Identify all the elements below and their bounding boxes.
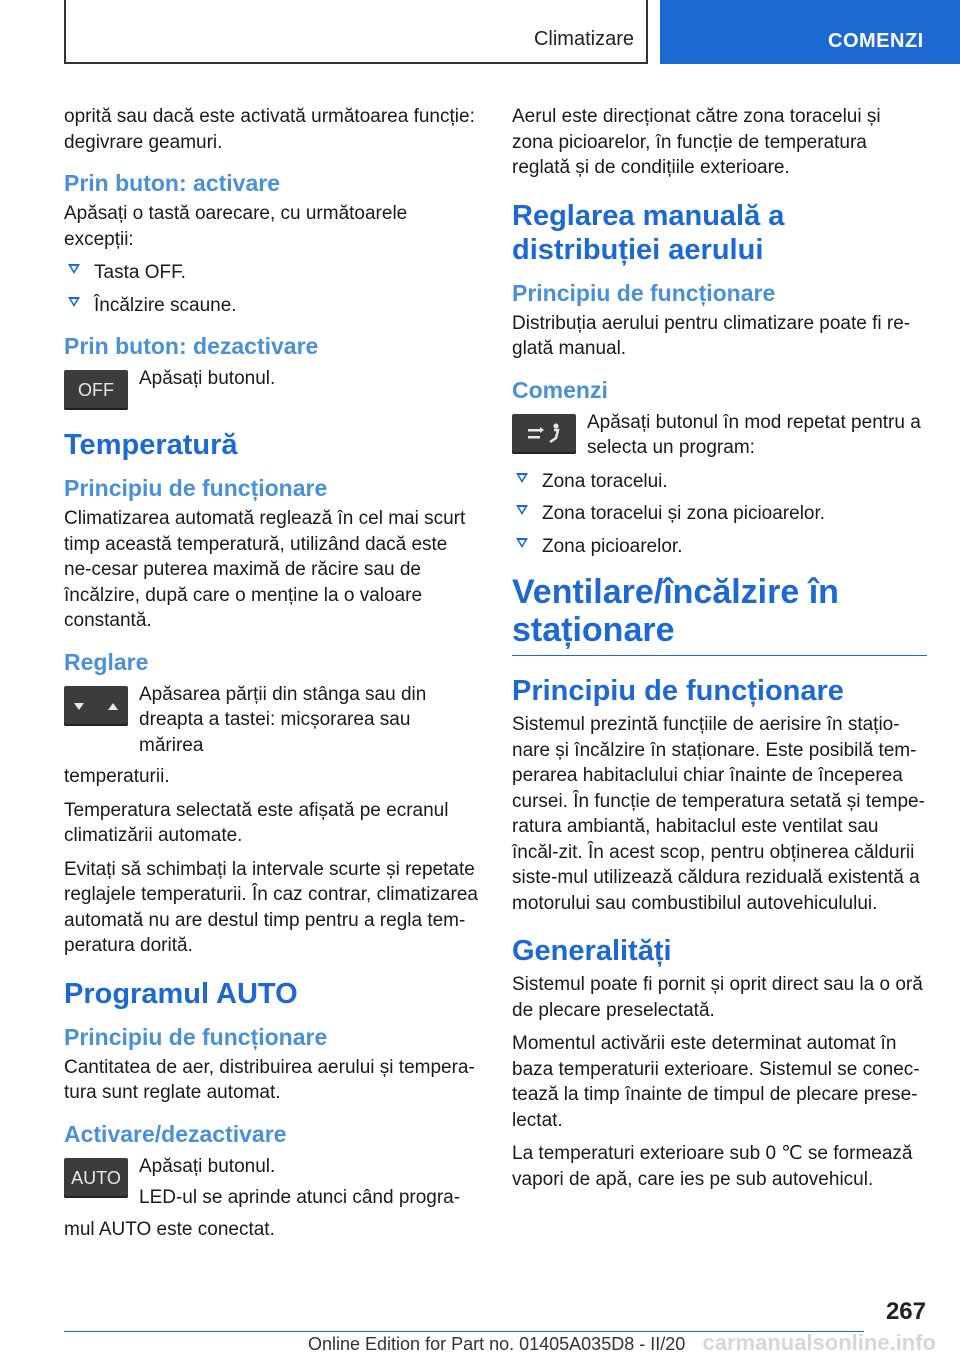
heading-principiu: Principiu de funcționare (64, 1023, 328, 1050)
temperature-button-row (64, 682, 479, 759)
triangle-bullet-icon (516, 473, 528, 483)
paragraph: Sistemul prezintă funcțiile de aerisire în stațio‐nare și încălzire în staționare. Este posibilă tem‐perarea habitaclului chiar înainte de începerea cursei. În funcție de temperatura setată și tempe‐ratura ambiantă, habitaclul este ventilat sau încăl‐zit. În acest scop, pentru obținerea căldurii siste‐mul utilizează căldura reziduală existentă a motorului sau combustibilul autovehiculului. (512, 714, 925, 914)
triangle-bullet-icon (516, 538, 528, 548)
paragraph: temperaturii. (64, 766, 170, 787)
chapter-tab-label: COMENZI (828, 30, 924, 52)
paragraph: Distribuția aerului pentru climatizare poate fi re‐glată manual. (512, 312, 911, 359)
heading-programul-auto: Programul AUTO (64, 977, 298, 1010)
page-number: 267 (885, 1298, 926, 1325)
paragraph: Momentul activării este determinat automat în baza temperaturii exterioare. Sistemul se conec‐tează la timp înainte de timpul de plecare prese‐lectat. (512, 1033, 920, 1131)
list-item: Zona toracelui. (512, 469, 927, 495)
auto-button-icon: AUTO (64, 1158, 128, 1198)
triangle-bullet-icon (68, 264, 80, 274)
paragraph: mul AUTO este conectat. (64, 1218, 275, 1240)
list-item: Zona toracelui și zona picioarelor. (512, 501, 927, 527)
paragraph: Apăsarea părții din stânga sau din dreapta a tastei: micșorarea sau mărirea (139, 683, 427, 756)
auto-button-row (64, 1154, 479, 1211)
heading-principiu: Principiu de funcționare (512, 675, 844, 707)
intro-paragraph: Aerul este direcționat către zona toracelui și zona picioarelor, în funcție de temperatura reglată și de condițiile exterioare. (512, 106, 881, 178)
program-list (512, 469, 927, 560)
intro-paragraph: oprită sau dacă este activată următoarea funcție: degivrare geamuri. (64, 106, 475, 153)
triangle-bullet-icon (516, 505, 528, 515)
paragraph: Evitați să schimbați la intervale scurte și repetate reglajele temperaturii. În caz contrar, climatizarea automată nu are destul timp pentru a regla tem‐peratura dorită. (64, 858, 478, 956)
paragraph: Apăsați o tastă oarecare, cu următoarele excepții: (64, 203, 408, 250)
section-title-block (512, 573, 927, 656)
paragraph: Apăsați butonul în mod repetat pentru a selecta un program: (587, 411, 921, 458)
heading-principiu: Principiu de funcționare (64, 475, 328, 501)
air-distribution-button-row (512, 410, 927, 461)
left-column (64, 104, 479, 1250)
paragraph: La temperaturi exterioare sub 0 ℃ se formează vapori de apă, care ies pe sub autovehicul. (512, 1143, 913, 1190)
paragraph: Cantitatea de aer, distribuirea aerului și tempera‐tura sunt reglate automat. (64, 1056, 475, 1103)
paragraph: Apăsați butonul. (139, 1155, 276, 1177)
heading-activare-dezactivare: Activare/dezactivare (64, 1120, 287, 1147)
paragraph: Sistemul poate fi pornit și oprit direct sau la o oră de plecare preselectată. (512, 974, 923, 1021)
chapter-tab[interactable] (660, 0, 960, 64)
list-item: Tasta OFF. (64, 260, 479, 286)
paragraph: LED-ul se aprinde atunci când progra‐ (139, 1187, 461, 1208)
paragraph: Climatizarea automată reglează în cel mai scurt timp această temperatură, utilizând dacă este ne‐cesar puterea maximă de răcire sau de încălzire, după care o menține la o valoare constantă. (64, 508, 466, 631)
heading-prin-buton-activare: Prin buton: activare (64, 170, 280, 196)
heading-prin-buton-dezactivare: Prin buton: dezactivare (64, 333, 319, 359)
watermark-logo: carmanualsonline.info (702, 1330, 936, 1355)
paragraph: Temperatura selectată este afișată pe ecranul climatizării automate. (64, 799, 449, 846)
heading-comenzi: Comenzi (512, 376, 608, 403)
heading-temperatura: Temperatură (64, 429, 238, 461)
heading-generalitati: Generalități (512, 935, 672, 967)
heading-reglarea-manuala: Reglarea manuală a distribuției aerului (512, 199, 785, 266)
heading-principiu: Principiu de funcționare (512, 279, 776, 306)
off-button-row (64, 366, 479, 410)
right-column (512, 104, 927, 1200)
heading-reglare: Reglare (64, 648, 149, 675)
exception-list (64, 260, 479, 318)
temperature-rocker-icon (64, 686, 128, 726)
air-distribution-icon (512, 414, 576, 454)
paragraph: Apăsați butonul. (139, 368, 276, 389)
list-item: Zona picioarelor. (512, 534, 927, 560)
section-title: Climatizare (533, 28, 634, 50)
triangle-bullet-icon (68, 297, 80, 307)
edition-text: Online Edition for Part no. 01405A035D8 - II/20 (308, 1334, 686, 1354)
section-title-ventilare: Ventilare/încălzire în staționare (512, 573, 839, 649)
header-frame (64, 0, 648, 64)
off-button-icon: OFF (64, 370, 128, 410)
list-item: Încălzire scaune. (64, 293, 479, 319)
